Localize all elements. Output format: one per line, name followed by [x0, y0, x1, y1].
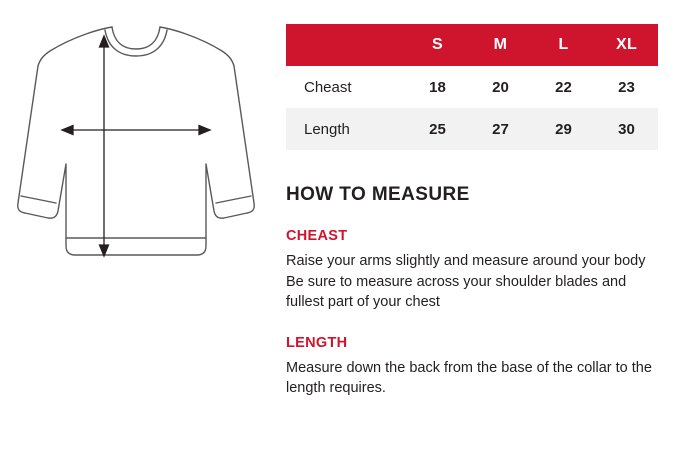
section-title-cheast: CHEAST: [286, 228, 348, 244]
length-m-value: 27: [469, 108, 532, 150]
size-table: [286, 24, 658, 150]
cheast-l-value: 22: [532, 66, 595, 108]
cheast-s-value: 18: [406, 66, 469, 108]
table-corner-cell: [286, 24, 406, 66]
column-header-s: S: [406, 24, 469, 66]
cheast-xl-value: 23: [595, 66, 658, 108]
table-row: [286, 66, 658, 108]
measurement-arrows: [62, 36, 210, 256]
table-header-row: [286, 24, 658, 66]
section-title-length: LENGTH: [286, 334, 348, 351]
row-label-length: Length: [286, 108, 406, 150]
column-header-l: L: [532, 24, 595, 66]
length-s-value: 25: [406, 108, 469, 150]
length-xl-value: 30: [595, 108, 658, 150]
measure-section-cheast: [286, 228, 658, 313]
how-to-measure-heading: HOW TO MEASURE: [286, 184, 470, 205]
length-l-value: 29: [532, 108, 595, 150]
chest-arrow-head-right: [199, 126, 210, 135]
section-body-length: Measure down the back from the base of the collar to the length requires.: [286, 359, 652, 397]
row-label-cheast: Cheast: [286, 66, 406, 108]
garment-illustration: [0, 0, 272, 469]
cheast-m-value: 20: [469, 66, 532, 108]
table-row: [286, 108, 658, 150]
column-header-m: M: [469, 24, 532, 66]
measure-section-length: [286, 335, 658, 399]
column-header-xl: XL: [595, 24, 658, 66]
right-column: [286, 24, 658, 399]
section-body-cheast: Raise your arms slightly and measure around your body Be sure to measure across your shoulder blades and fullest part of your chest: [286, 253, 646, 311]
chest-arrow-head-left: [62, 126, 73, 135]
